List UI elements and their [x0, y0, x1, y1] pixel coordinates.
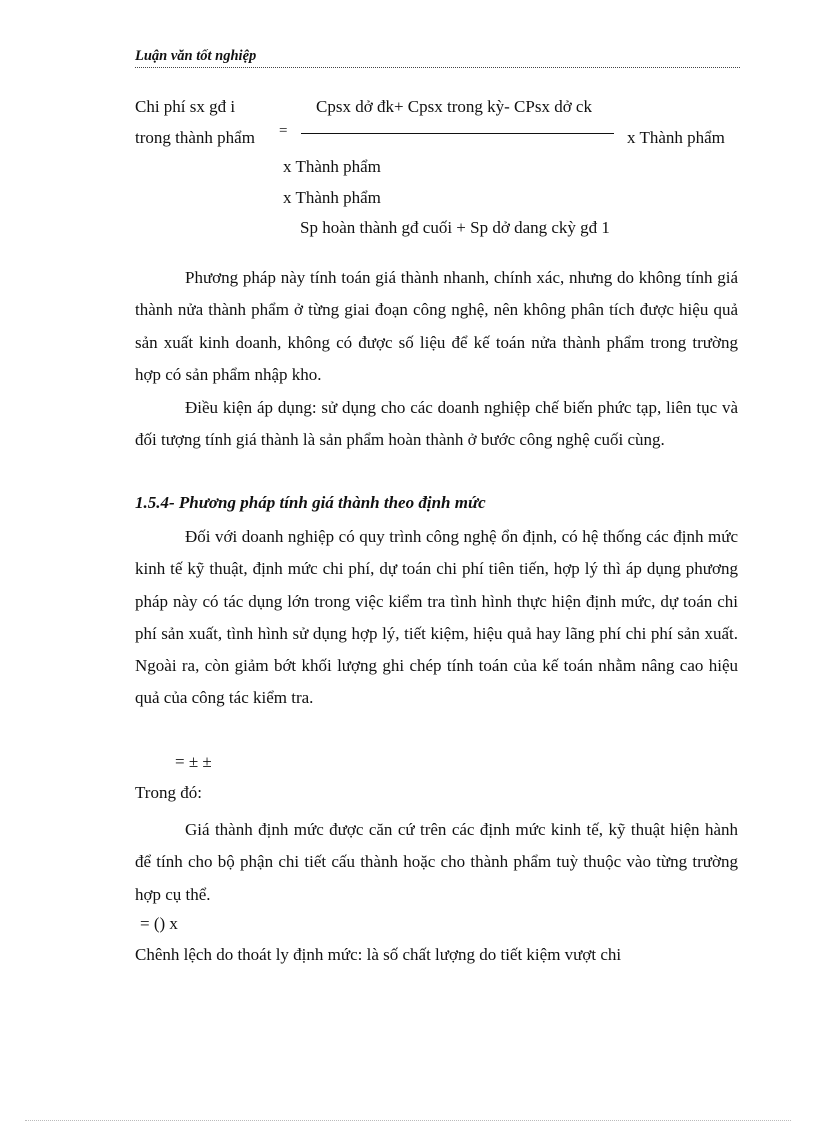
paragraph-norm-cost: Giá thành định mức được căn cứ trên các định mức kinh tế, kỹ thuật hiện hành để tính cho bộ phận chi tiết cấu thành hoặc cho thành phẩm tuỳ thuộc vào từng trường hợp cụ thể. — [135, 820, 738, 904]
paragraph-application-conditions: Điều kiện áp dụng: sử dụng cho các doanh nghiệp chế biến phức tạp, liên tục và đối tượng tính giá thành là sản phẩm hoàn thành ở bước công nghệ cuối cùng. — [135, 398, 738, 450]
formula-label-line1: Chi phí sx gđ i — [135, 97, 236, 116]
formula-extra-line2: x Thành phẩm — [283, 188, 381, 207]
formula-label-line2: trong thành phẩm — [135, 128, 255, 147]
trong-do-label: Trong đó: — [135, 783, 202, 802]
section-heading: 1.5.4- Phương pháp tính giá thành theo định mức — [135, 493, 486, 512]
formula-multiplier: x Thành phẩm — [627, 128, 725, 147]
page-header: Luận văn tốt nghiệp — [135, 48, 740, 68]
formula-numerator: Cpsx dở đk+ Cpsx trong kỳ- CPsx dở ck — [316, 97, 592, 116]
formula-extra-line1: x Thành phẩm — [283, 157, 381, 176]
paragraph-norm-method: Đối với doanh nghiệp có quy trình công nghệ ổn định, có hệ thống các định mức kinh tế kỹ thuật, định mức chi phí, dự toán chi phí tiên tiến, hợp lý thì áp dụng phương pháp này có tác dụng lớn trong việc kiểm tra tình hình thực hiện định mức, dự toán chi phí sản xuất, tình hình sử dụng hợp lý, tiết kiệm, hiệu quả hay lãng phí chi phí sản xuất. Ngoài ra, còn giảm bớt khối lượng ghi chép tính toán của kế toán nhằm nâng cao hiệu quả của công tác kiểm tra. — [135, 527, 738, 708]
paragraph-deviation: Chênh lệch do thoát ly định mức: là số chất lượng do tiết kiệm vượt chi — [135, 945, 622, 964]
formula-denominator: Sp hoàn thành gđ cuối + Sp dở dang ckỳ gđ 1 — [300, 218, 610, 237]
formula-difference: = () x — [140, 914, 178, 933]
paragraph-method-evaluation: Phương pháp này tính toán giá thành nhanh, chính xác, nhưng do không tính giá thành nửa thành phẩm ở từng giai đoạn công nghệ, nên không phân tích được hiệu quả sản xuất kinh doanh, không có được số liệu để kế toán nửa thành phẩm trong trường hợp có sản phẩm nhập kho. — [135, 268, 738, 384]
footer-divider — [25, 1120, 791, 1121]
formula-norm: = ± ± — [175, 752, 212, 771]
fraction-line — [301, 133, 614, 134]
formula-equals: = — [279, 123, 288, 139]
